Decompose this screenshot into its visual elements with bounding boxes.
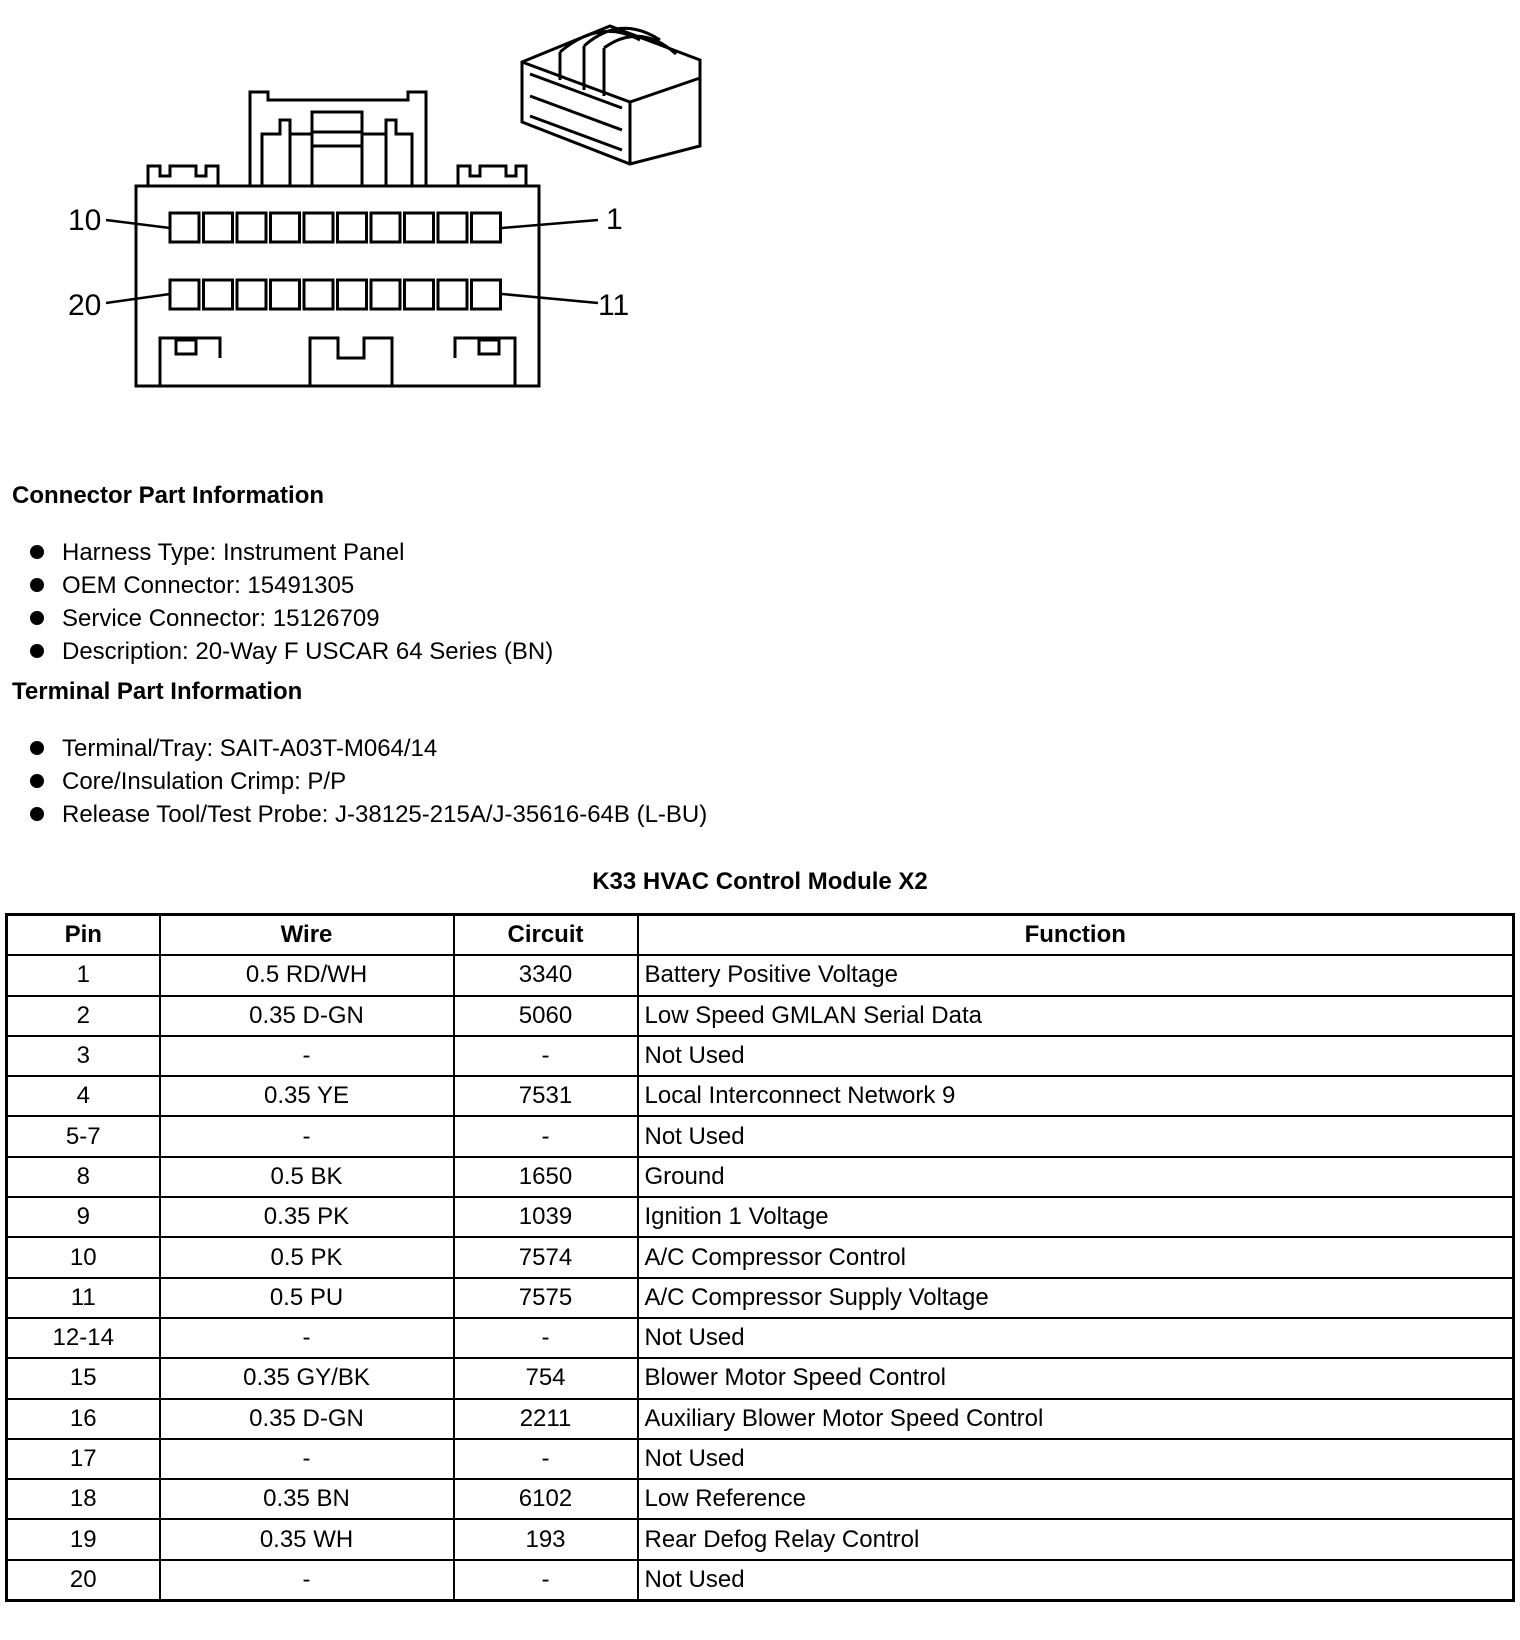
table-row	[7, 1399, 1514, 1439]
center-bottom-key	[310, 338, 392, 386]
pin-cell: 18	[7, 1479, 160, 1519]
pin-cavity-bottom	[271, 280, 300, 309]
header-function: Function	[638, 915, 1514, 956]
circuit-cell: 7574	[454, 1237, 638, 1277]
bullet-icon	[30, 741, 44, 755]
function-cell: A/C Compressor Control	[638, 1237, 1514, 1277]
wire-cell: 0.5 BK	[160, 1157, 454, 1197]
function-cell: Low Speed GMLAN Serial Data	[638, 996, 1514, 1036]
connector-3d-view	[522, 26, 700, 164]
pin-cell: 9	[7, 1197, 160, 1237]
callout-11: 11	[598, 289, 630, 322]
bullet-icon	[30, 807, 44, 821]
wire-cell: -	[160, 1439, 454, 1479]
wire-cell: 0.35 D-GN	[160, 1399, 454, 1439]
pin-cell: 17	[7, 1439, 160, 1479]
header-wire: Wire	[160, 915, 454, 956]
wire-cell: 0.5 RD/WH	[160, 955, 454, 995]
circuit-cell: 3340	[454, 955, 638, 995]
terminal-part-list	[30, 732, 707, 831]
wire-cell: 0.35 D-GN	[160, 996, 454, 1036]
function-cell: Not Used	[638, 1318, 1514, 1358]
pin-cavity-bottom	[237, 280, 266, 309]
table-row	[7, 1358, 1514, 1398]
circuit-cell: -	[454, 1439, 638, 1479]
pin-cavity-bottom	[405, 280, 434, 309]
pin-table	[5, 913, 1515, 1602]
pin-cell: 5-7	[7, 1116, 160, 1156]
table-row	[7, 996, 1514, 1036]
circuit-cell: 6102	[454, 1479, 638, 1519]
callout-1: 1	[606, 203, 623, 236]
circuit-cell: -	[454, 1036, 638, 1076]
table-row	[7, 955, 1514, 995]
pin-cavity-top	[170, 213, 199, 242]
pin-cavity-top	[237, 213, 266, 242]
pin-cavity-bottom	[304, 280, 333, 309]
pin-cavity-top	[472, 213, 501, 242]
wire-cell: 0.5 PK	[160, 1237, 454, 1277]
function-cell: Low Reference	[638, 1479, 1514, 1519]
header-pin: Pin	[7, 915, 160, 956]
center-latch-frame	[250, 92, 426, 186]
header-circuit: Circuit	[454, 915, 638, 956]
leader-pin-1	[502, 220, 598, 228]
pin-cavity-bottom	[170, 280, 199, 309]
pin-cell: 3	[7, 1036, 160, 1076]
table-row	[7, 1278, 1514, 1318]
terminal-part-heading: Terminal Part Information	[12, 678, 303, 705]
table-row	[7, 1439, 1514, 1479]
wire-cell: -	[160, 1116, 454, 1156]
circuit-cell: 1039	[454, 1197, 638, 1237]
table-row	[7, 1036, 1514, 1076]
list-item-text: Release Tool/Test Probe: J-38125-215A/J-35616-64B (L-BU)	[62, 801, 708, 828]
circuit-cell: 754	[454, 1358, 638, 1398]
left-top-tabs	[148, 166, 218, 186]
circuit-cell: 5060	[454, 996, 638, 1036]
connector-part-heading: Connector Part Information	[12, 482, 325, 509]
bullet-icon	[30, 545, 44, 559]
table-header-row	[7, 915, 1514, 956]
table-row	[7, 1318, 1514, 1358]
wire-cell: 0.35 YE	[160, 1076, 454, 1116]
circuit-cell: -	[454, 1560, 638, 1601]
leader-pin-11	[502, 294, 598, 303]
callout-20: 20	[68, 289, 102, 322]
list-item	[30, 602, 553, 635]
list-item-text: OEM Connector: 15491305	[62, 572, 355, 599]
circuit-cell: 7575	[454, 1278, 638, 1318]
pin-cavity-bottom	[338, 280, 367, 309]
circuit-cell: 2211	[454, 1399, 638, 1439]
bullet-icon	[30, 578, 44, 592]
function-cell: Not Used	[638, 1560, 1514, 1601]
pin-cavity-top	[304, 213, 333, 242]
right-top-tabs	[458, 166, 526, 186]
list-item	[30, 635, 553, 668]
wire-cell: 0.35 BN	[160, 1479, 454, 1519]
function-cell: Not Used	[638, 1036, 1514, 1076]
bullet-icon	[30, 774, 44, 788]
pin-cavity-top	[204, 213, 233, 242]
function-cell: Not Used	[638, 1439, 1514, 1479]
list-item-text: Description: 20-Way F USCAR 64 Series (BN)	[62, 638, 554, 665]
pin-cell: 4	[7, 1076, 160, 1116]
wire-cell: 0.5 PU	[160, 1278, 454, 1318]
wire-cell: 0.35 GY/BK	[160, 1358, 454, 1398]
wire-cell: -	[160, 1560, 454, 1601]
list-item	[30, 732, 707, 765]
pin-cell: 12-14	[7, 1318, 160, 1358]
table-row	[7, 1076, 1514, 1116]
connector-face-diagram	[0, 0, 720, 400]
wire-cell: -	[160, 1036, 454, 1076]
leader-pin-20	[106, 294, 170, 303]
pin-cell: 16	[7, 1399, 160, 1439]
circuit-cell: 193	[454, 1519, 638, 1559]
pin-cell: 19	[7, 1519, 160, 1559]
pin-cell: 2	[7, 996, 160, 1036]
table-row	[7, 1479, 1514, 1519]
table-row	[7, 1237, 1514, 1277]
pin-cavity-top	[405, 213, 434, 242]
table-row	[7, 1519, 1514, 1559]
circuit-cell: 7531	[454, 1076, 638, 1116]
list-item	[30, 536, 553, 569]
function-cell: Blower Motor Speed Control	[638, 1358, 1514, 1398]
pin-cavity-top	[338, 213, 367, 242]
list-item	[30, 765, 707, 798]
circuit-cell: -	[454, 1318, 638, 1358]
list-item-text: Service Connector: 15126709	[62, 605, 380, 632]
function-cell: A/C Compressor Supply Voltage	[638, 1278, 1514, 1318]
circuit-cell: -	[454, 1116, 638, 1156]
callout-10: 10	[68, 204, 102, 237]
pin-cavity-top	[271, 213, 300, 242]
bullet-icon	[30, 644, 44, 658]
wire-cell: 0.35 PK	[160, 1197, 454, 1237]
pin-cell: 1	[7, 955, 160, 995]
leader-pin-10	[106, 220, 170, 228]
bullet-icon	[30, 611, 44, 625]
list-item	[30, 798, 707, 831]
table-row	[7, 1157, 1514, 1197]
pin-cell: 11	[7, 1278, 160, 1318]
connector-part-list	[30, 536, 553, 668]
pin-cavity-bottom	[204, 280, 233, 309]
function-cell: Not Used	[638, 1116, 1514, 1156]
pin-cell: 8	[7, 1157, 160, 1197]
wire-cell: -	[160, 1318, 454, 1358]
pin-cavity-bottom	[472, 280, 501, 309]
pin-cavity-top	[438, 213, 467, 242]
function-cell: Battery Positive Voltage	[638, 955, 1514, 995]
pin-cavity-bottom	[371, 280, 400, 309]
function-cell: Local Interconnect Network 9	[638, 1076, 1514, 1116]
table-row	[7, 1116, 1514, 1156]
list-item-text: Terminal/Tray: SAIT-A03T-M064/14	[62, 735, 438, 762]
pin-cavity-bottom	[438, 280, 467, 309]
pin-cell: 20	[7, 1560, 160, 1601]
pin-cell: 10	[7, 1237, 160, 1277]
list-item-text: Core/Insulation Crimp: P/P	[62, 768, 347, 795]
circuit-cell: 1650	[454, 1157, 638, 1197]
right-bottom-key	[455, 338, 515, 386]
function-cell: Rear Defog Relay Control	[638, 1519, 1514, 1559]
table-row	[7, 1560, 1514, 1601]
table-row	[7, 1197, 1514, 1237]
left-bottom-key	[160, 338, 220, 386]
list-item	[30, 569, 553, 602]
pin-cell: 15	[7, 1358, 160, 1398]
list-item-text: Harness Type: Instrument Panel	[62, 539, 405, 566]
function-cell: Ground	[638, 1157, 1514, 1197]
function-cell: Ignition 1 Voltage	[638, 1197, 1514, 1237]
wire-cell: 0.35 WH	[160, 1519, 454, 1559]
pin-cavity-top	[371, 213, 400, 242]
table-title: K33 HVAC Control Module X2	[592, 868, 928, 895]
function-cell: Auxiliary Blower Motor Speed Control	[638, 1399, 1514, 1439]
